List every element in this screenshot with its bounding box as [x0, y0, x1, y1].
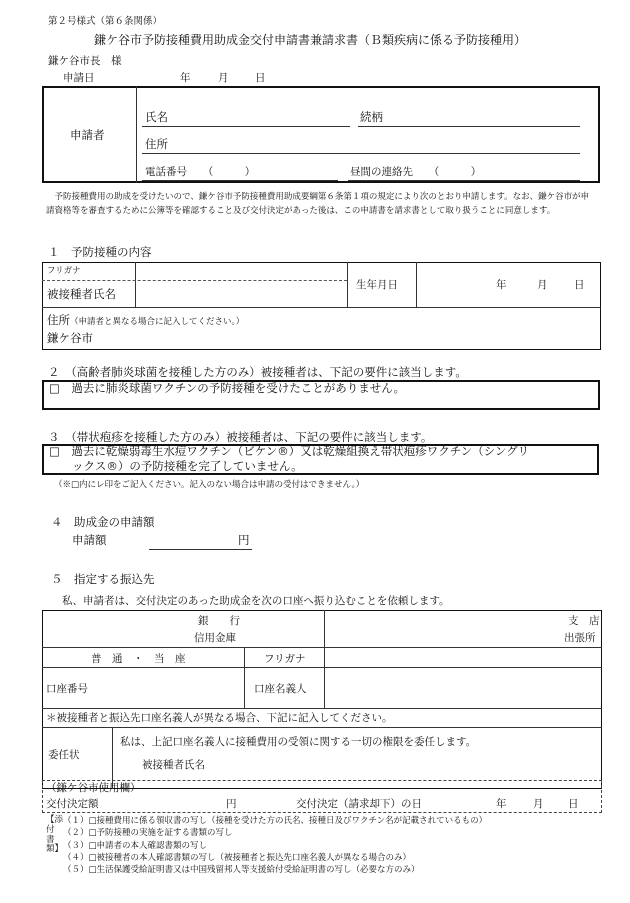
applicant-label: 申請者 — [70, 128, 105, 142]
credit-union-label: 信用金庫 — [194, 632, 236, 644]
grant-amount-unit: 円 — [226, 798, 237, 810]
shingles-checkbox[interactable]: □ 過去に乾燥弱毒生水痘ワクチン（ビケン®）又は乾燥組換え帯状疱疹ワクチン（シングリ — [49, 444, 530, 458]
account-number-label: 口座番号 — [46, 683, 88, 695]
apply-date-month: 月 — [218, 72, 229, 84]
decision-month: 月 — [533, 798, 544, 810]
apply-date-year: 年 — [180, 72, 191, 84]
proxy-name-label: 被接種者氏名 — [142, 759, 205, 771]
dob-day: 日 — [574, 279, 585, 291]
recipient-name-label: 被接種者氏名 — [47, 287, 116, 301]
bank-name-field[interactable] — [46, 614, 322, 644]
recipient-furigana-label: フリガナ — [47, 266, 81, 276]
attachments-list — [63, 815, 487, 877]
applicant-phone-field[interactable] — [142, 162, 338, 181]
attachment-item-2[interactable]: （２）□予防接種の実施を証する書類の写し — [63, 828, 233, 839]
section2-title: ２ （高齢者肺炎球菌を接種した方のみ）被接種者は、下記の要件に該当します。 — [48, 365, 467, 379]
account-holder-field[interactable] — [328, 672, 598, 704]
branch-name-field[interactable] — [328, 614, 558, 644]
recipient-address-label: 住所（申請者と異なる場合に記入してください。） — [47, 313, 245, 327]
form-number: 第２号様式（第６条関係） — [48, 16, 163, 27]
account-type-select[interactable]: 普 通 ・ 当 座 — [91, 653, 186, 665]
recipient-address-value[interactable]: 鎌ケ谷市 — [47, 331, 93, 345]
shingles-checkbox-line2: ックス®）の予防接種を完了していません。 — [49, 459, 303, 473]
section5-title: ５ 指定する振込先 — [51, 572, 155, 586]
applicant-name-label: 氏名 — [145, 110, 168, 124]
recipient-furigana-field[interactable] — [138, 264, 344, 279]
decision-year: 年 — [496, 798, 507, 810]
section3-title: ３ （帯状疱疹を接種した方のみ）被接種者は、下記の要件に該当します。 — [48, 430, 433, 444]
intro-paragraph: 予防接種費用の助成を受けたいので、鎌ケ谷市予防接種費用助成要綱第６条第１項の規定により次のとおり申請します。なお、鎌ケ谷市が申請資格等を審査するために公簿等を確認すること及び交付決定があった後は、この申請書を請求書として取り扱うことに同意します。 — [46, 192, 590, 216]
attachments-label: 【添付書類】 — [46, 815, 64, 855]
form-title: 鎌ケ谷市予防接種費用助成金交付申請書兼請求書（Ｂ類疾病に係る予防接種用） — [94, 33, 527, 47]
amount-label: 申請額 — [72, 533, 107, 547]
transfer-intro: 私、申請者は、交付決定のあった助成金を次の口座へ振り込むことを依頼します。 — [62, 595, 450, 607]
bank-label: 銀 行 — [198, 615, 240, 627]
recipient-name-field[interactable] — [138, 283, 344, 305]
proxy-label: 委任状 — [48, 749, 80, 761]
decision-date-label: 交付決定（請求却下）の日 — [296, 798, 422, 810]
attachment-item-1[interactable]: （１）□接種費用に係る領収書の写し（接種を受けた方の氏名、接種日及びワクチン名が記載されているもの） — [63, 816, 488, 826]
branch-label: 支 店 — [568, 615, 600, 627]
applicant-relation-label: 続柄 — [360, 110, 383, 124]
account-holder-label: 口座名義人 — [254, 683, 307, 695]
applicant-address-label: 住所 — [145, 137, 168, 151]
city-use-label: （鎌ケ谷市使用欄） — [46, 782, 141, 794]
amount-field[interactable] — [149, 533, 252, 550]
pneumococcal-checkbox[interactable]: □ 過去に肺炎球菌ワクチンの予防接種を受けたことがありません。 — [49, 381, 405, 395]
apply-date-day: 日 — [255, 72, 266, 84]
applicant-day-contact-field[interactable] — [348, 162, 580, 181]
office-label: 出張所 — [564, 632, 596, 644]
attachment-item-3[interactable]: （３）□申請者の本人確認書類の写し — [63, 840, 208, 851]
recipient-address-note: （申請者と異なる場合に記入してください。） — [70, 317, 245, 327]
addressee: 鎌ケ谷市長 様 — [48, 55, 122, 67]
account-number-field[interactable] — [110, 672, 240, 704]
grant-amount-label: 交付決定額 — [46, 798, 99, 810]
applicant-day-contact-label: 昼間の連絡先 （ ） — [350, 166, 482, 178]
section4-title: ４ 助成金の申請額 — [51, 515, 155, 529]
dob-month: 月 — [537, 279, 548, 291]
applicant-name-field[interactable] — [142, 106, 350, 127]
proxy-text: 私は、上記口座名義人に接種費用の受領に関する一切の権限を委任します。 — [120, 736, 477, 748]
applicant-address-field[interactable] — [142, 133, 580, 154]
proxy-name-field[interactable] — [216, 756, 596, 774]
holder-furigana-field[interactable] — [328, 650, 598, 665]
amount-unit: 円 — [238, 533, 250, 547]
section1-title: １ 予防接種の内容 — [48, 245, 152, 259]
holder-furigana-label: フリガナ — [264, 653, 306, 665]
apply-date-label: 申請日 — [63, 72, 95, 84]
decision-day: 日 — [568, 798, 579, 810]
dob-year: 年 — [496, 279, 507, 291]
checkbox-note: （※□内にレ印をご記入ください。記入のない場合は申請の受付はできません。） — [54, 480, 365, 490]
holder-diff-note: ＊被接種者と振込先口座名義人が異なる場合、下記に記入してください。 — [46, 712, 393, 724]
attachment-item-4[interactable]: （４）□被接種者の本人確認書類の写し（被接種者と振込先口座名義人が異なる場合のみ） — [63, 852, 412, 863]
dob-label: 生年月日 — [356, 279, 398, 291]
applicant-phone-label: 電話番号 （ ） — [145, 166, 256, 178]
attachment-item-5[interactable]: （５）□生活保護受給証明書又は中国残留邦人等支援給付受給証明書の写し（必要な方のみ） — [63, 865, 420, 876]
applicant-relation-field[interactable] — [358, 106, 580, 127]
